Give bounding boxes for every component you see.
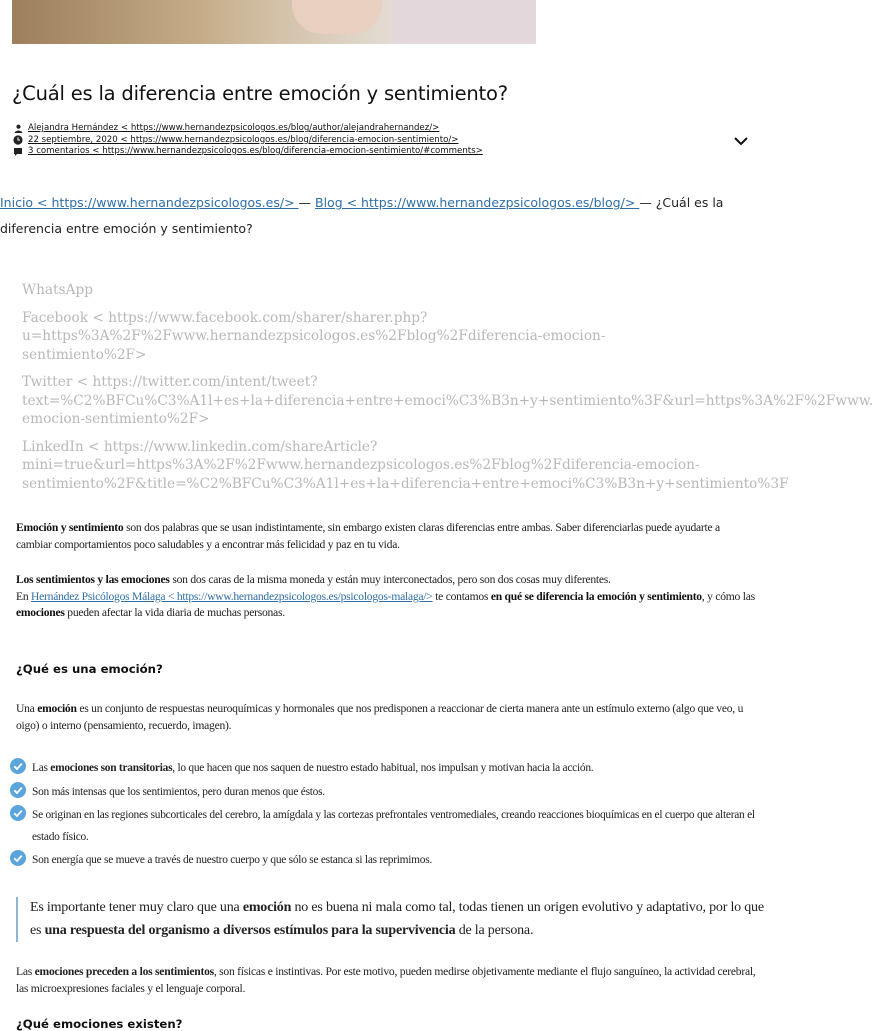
text: son dos caras de la misma moneda y están muy interconectados, pero son dos cosas muy diferentes. <box>169 573 611 586</box>
bold-text: emociones <box>16 606 65 619</box>
article-intro <box>16 520 756 622</box>
text: Se originan en las regiones subcorticales del cerebro, la amígdala y las cortezas prefrontales ventromediales, creando reacciones bioquímicas en el cuerpo que alteran el estado físico. <box>32 809 755 843</box>
bold-text: Los sentimientos y las emociones <box>16 573 170 586</box>
bold-text: Emoción y sentimiento <box>16 521 124 534</box>
clinic-link[interactable]: Hernández Psicólogos Málaga < https://www.hernandezpsicologos.es/psicologos-malaga/> <box>31 589 433 603</box>
breadcrumb-blog-link[interactable]: Blog < https://www.hernandezpsicologos.es/blog/> <box>315 195 640 210</box>
text: Las <box>32 762 51 774</box>
breadcrumb-current: ¿Cuál es la diferencia entre emoción y sentimiento? <box>0 195 724 236</box>
bold-text: emociones son transitorias <box>50 762 173 774</box>
paragraph <box>16 520 756 553</box>
text: Las <box>16 965 35 978</box>
blockquote <box>16 897 774 942</box>
share-whatsapp-label: WhatsApp <box>22 282 93 298</box>
comments-link[interactable]: 3 comentarios < https://www.hernandezpsicologos.es/blog/diferencia-emocion-sentimiento/#comments> <box>28 146 483 156</box>
emotion-list <box>10 758 760 874</box>
share-twitter-line: emocion-sentimiento%2F> <box>22 411 210 427</box>
bold-text: en qué se diferencia la emoción y sentimiento <box>490 589 702 603</box>
section-heading: ¿Qué es una emoción? <box>16 662 163 676</box>
share-whatsapp-link[interactable] <box>22 281 768 300</box>
paragraph <box>16 964 756 997</box>
share-twitter-line: text=%C2%BFCu%C3%A1l+es+la+diferencia+entre+emoci%C3%B3n+y+sentimiento%3F&url=https%3A%2F%2Fwww. <box>22 392 873 409</box>
share-linkedin-line: sentimiento%2F&title=%C2%BFCu%C3%A1l+es+la+diferencia+entre+emoci%C3%B3n+y+sentimiento%3F <box>22 475 789 492</box>
list-item <box>10 850 760 872</box>
text: En <box>16 589 32 603</box>
text: , y cómo las <box>701 589 755 603</box>
text: , son físicas e instintivas. Por este motivo, pueden medirse objetivamente mediante el flujo sanguíneo, la actividad cerebral, las microexpresiones faciales y el lenguaje corporal. <box>16 965 756 995</box>
bold-text: emoción <box>242 900 292 915</box>
text: te contamos <box>432 589 491 603</box>
share-twitter-link[interactable] <box>22 373 873 429</box>
text: Es importante tener muy claro que una <box>30 900 243 915</box>
bold-text: emoción <box>37 702 77 715</box>
paragraph <box>16 701 756 734</box>
text: , lo que hacen que nos saquen de nuestro estado habitual, nos impulsan y motivan hacia la acción. <box>172 762 594 774</box>
breadcrumb-home-link[interactable]: Inicio < https://www.hernandezpsicologos.es/> <box>0 195 299 210</box>
check-circle-icon <box>10 758 26 774</box>
text: Una <box>16 702 38 715</box>
check-circle-icon <box>10 850 26 866</box>
bold-text: una respuesta del organismo a diversos estímulos para la supervivencia <box>44 922 456 938</box>
emotion-definition <box>16 701 756 734</box>
list-item <box>10 758 760 780</box>
list-item <box>10 805 760 848</box>
text: Son más intensas que los sentimientos, pero duran menos que éstos. <box>32 785 325 798</box>
share-facebook-line: Facebook < https://www.facebook.com/sharer/sharer.php? <box>22 309 428 326</box>
paragraph <box>16 572 756 622</box>
share-twitter-line: Twitter < https://twitter.com/intent/tweet? <box>22 374 318 390</box>
page-title: ¿Cuál es la diferencia entre emoción y sentimiento? <box>12 82 508 105</box>
breadcrumb <box>0 190 768 242</box>
hero-image <box>12 0 536 44</box>
share-linkedin-link[interactable] <box>22 438 789 494</box>
share-linkedin-line: LinkedIn < https://www.linkedin.com/shareArticle? <box>22 438 378 455</box>
text: no es buena ni mala como tal, todas tienen un origen evolutivo y adaptativo, por lo que es <box>30 900 764 938</box>
list-item <box>10 782 760 804</box>
share-facebook-line: sentimiento%2F> <box>22 346 147 363</box>
chevron-down-icon[interactable] <box>733 133 749 149</box>
clock-icon <box>12 135 24 145</box>
section-heading: ¿Qué emociones existen? <box>16 1017 183 1031</box>
check-circle-icon <box>10 782 26 798</box>
text: de la persona. <box>455 922 534 938</box>
share-links <box>22 281 873 502</box>
text: Son energía que se mueve a través de nuestro cuerpo y que sólo se estanca si las reprimimos. <box>32 854 433 866</box>
bold-text: emociones preceden a los sentimientos <box>34 965 214 978</box>
share-facebook-link[interactable] <box>22 309 768 365</box>
check-circle-icon <box>10 805 26 821</box>
breadcrumb-separator: — <box>639 195 656 210</box>
text: es un conjunto de respuestas neuroquímicas y hormonales que nos predisponen a reaccionar de cierta manera ante un estímulo externo (algo que veo, u oigo) o interno (pensamiento, recuerdo, imagen). <box>16 702 744 732</box>
comment-icon <box>12 147 24 157</box>
user-icon <box>12 124 24 134</box>
text: son dos palabras que se usan indistintamente, sin embargo existen claras diferencias entre ambas. Saber diferenciarlas puede ayudarte a cambiar comportamientos poco saludables y a encontrar más felicidad y paz en tu vida. <box>16 521 720 551</box>
share-linkedin-line: mini=true&url=https%3A%2F%2Fwww.hernandezpsicologos.es%2Fblog%2Fdiferencia-emocion- <box>22 457 700 473</box>
post-meta <box>12 123 483 158</box>
text: pueden afectar la vida diaria de muchas personas. <box>64 606 285 619</box>
breadcrumb-separator: — <box>298 195 315 210</box>
author-link[interactable]: Alejandra Hernández < https://www.hernandezpsicologos.es/blog/author/alejandrahernandez/> <box>28 123 440 133</box>
share-facebook-line: u=https%3A%2F%2Fwww.hernandezpsicologos.es%2Fblog%2Fdiferencia-emocion- <box>22 328 606 344</box>
date-link[interactable]: 22 septiembre, 2020 < https://www.hernandezpsicologos.es/blog/diferencia-emocion-sentimiento/> <box>28 134 459 145</box>
